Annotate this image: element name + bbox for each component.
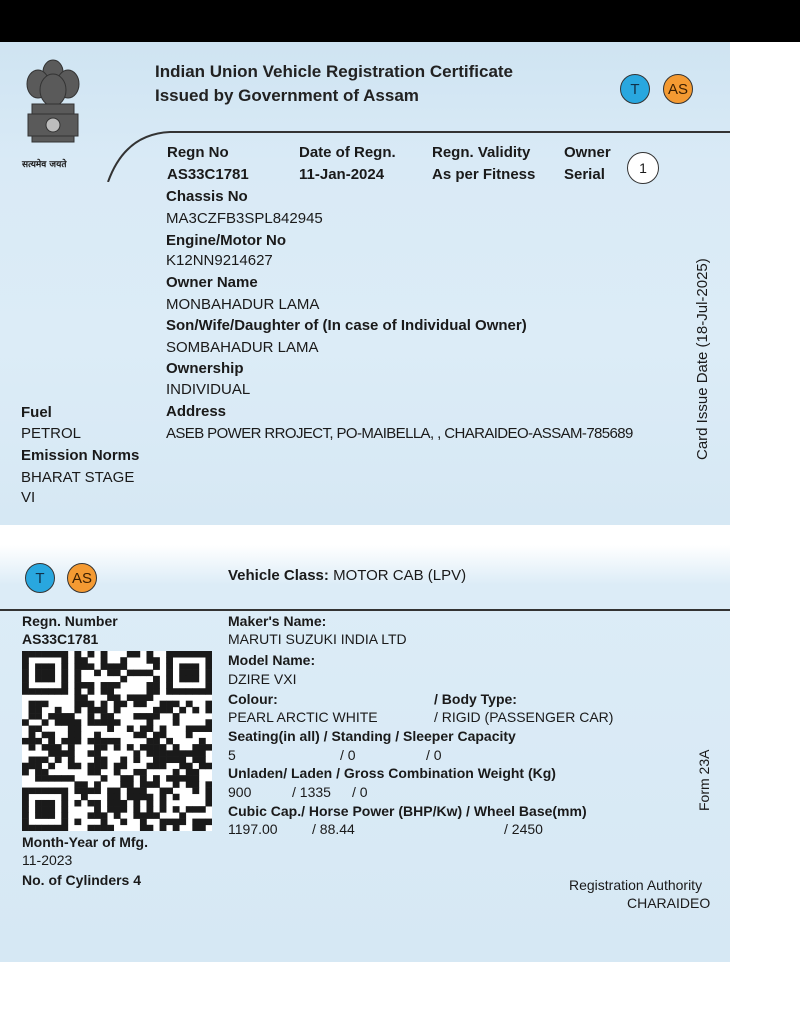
regn-date-value: 11-Jan-2024 bbox=[299, 166, 385, 183]
issuer-title: Issued by Government of Assam bbox=[155, 86, 419, 105]
model-label: Model Name: bbox=[228, 652, 316, 668]
badge-t-back: T bbox=[25, 563, 55, 593]
mfg-label: Month-Year of Mfg. bbox=[22, 834, 148, 850]
badge-as-back: AS bbox=[67, 563, 97, 593]
owner-name-value: MONBAHADUR LAMA bbox=[166, 296, 320, 313]
relation-label: Son/Wife/Daughter of (In case of Individual Owner) bbox=[166, 317, 527, 334]
rc-card-back bbox=[0, 545, 730, 962]
serial-label: Serial bbox=[564, 166, 605, 183]
cylinders-label: No. of Cylinders bbox=[22, 872, 130, 888]
maker-value: MARUTI SUZUKI INDIA LTD bbox=[228, 631, 407, 647]
emission-label: Emission Norms bbox=[21, 447, 140, 464]
top-black-bar bbox=[0, 0, 800, 42]
regn-no-label: Regn No bbox=[167, 144, 229, 161]
standing-value: / 0 bbox=[340, 747, 356, 763]
model-value: DZIRE VXI bbox=[228, 671, 297, 687]
weight-label: Unladen/ Laden / Gross Combination Weight (Kg) bbox=[228, 765, 556, 781]
qr-code-icon bbox=[22, 651, 212, 831]
owner-serial-badge: 1 bbox=[627, 152, 659, 184]
body-type-label: / Body Type: bbox=[434, 691, 517, 707]
ownership-value: INDIVIDUAL bbox=[166, 381, 251, 398]
sleeper-value: / 0 bbox=[426, 747, 442, 763]
colour-label: Colour: bbox=[228, 691, 278, 707]
colour-value: PEARL ARCTIC WHITE bbox=[228, 709, 378, 725]
chassis-value: MA3CZFB3SPL842945 bbox=[166, 210, 323, 227]
chassis-label: Chassis No bbox=[166, 188, 248, 205]
card-issue-date: Card Issue Date (18-Jul-2025) bbox=[694, 258, 711, 460]
emblem-motto: सत्यमेव जयते bbox=[22, 160, 67, 170]
back-separator bbox=[0, 609, 730, 611]
regn-validity-label: Regn. Validity bbox=[432, 144, 531, 161]
fuel-value: PETROL bbox=[21, 425, 82, 442]
badge-t: T bbox=[620, 74, 650, 104]
seating-label: Seating(in all) / Standing / Sleeper Capacity bbox=[228, 728, 516, 744]
regn-date-label: Date of Regn. bbox=[299, 144, 396, 161]
relation-value: SOMBAHADUR LAMA bbox=[166, 339, 319, 356]
vehicle-class-value: MOTOR CAB (LPV) bbox=[333, 567, 467, 584]
cubic-value: 1197.00 bbox=[228, 821, 278, 837]
authority-label: Registration Authority bbox=[569, 877, 703, 893]
authority-value: CHARAIDEO bbox=[627, 895, 711, 911]
body-type-value: / RIGID (PASSENGER CAR) bbox=[434, 709, 614, 725]
vehicle-class-label: Vehicle Class: bbox=[228, 567, 329, 584]
seating-value: 5 bbox=[228, 747, 236, 763]
fuel-label: Fuel bbox=[21, 404, 52, 421]
vehicle-class bbox=[228, 567, 466, 584]
laden-value: / 1335 bbox=[292, 784, 331, 800]
cylinders-value: 4 bbox=[133, 872, 142, 888]
certificate-title: Indian Union Vehicle Registration Certificate bbox=[155, 62, 514, 81]
owner-label: Owner bbox=[564, 144, 611, 161]
form-number: Form 23A bbox=[696, 749, 712, 811]
engine-value: K12NN9214627 bbox=[166, 252, 273, 269]
regn-no-value: AS33C1781 bbox=[167, 166, 249, 183]
wheelbase-value: / 2450 bbox=[504, 821, 543, 837]
horsepower-value: / 88.44 bbox=[312, 821, 355, 837]
badge-as: AS bbox=[663, 74, 693, 104]
ownership-label: Ownership bbox=[166, 360, 244, 377]
address-value: ASEB POWER RROJECT, PO-MAIBELLA, , CHARAIDEO-ASSAM-785689 bbox=[166, 425, 633, 442]
owner-name-label: Owner Name bbox=[166, 274, 258, 291]
cylinders bbox=[22, 872, 141, 888]
regn-validity-value: As per Fitness bbox=[432, 166, 536, 183]
emission-value-line2: VI bbox=[21, 489, 36, 506]
emission-value-line1: BHARAT STAGE bbox=[21, 469, 135, 486]
engine-label: Engine/Motor No bbox=[166, 232, 286, 249]
gross-value: / 0 bbox=[352, 784, 368, 800]
national-emblem-icon bbox=[18, 54, 88, 154]
address-label: Address bbox=[166, 403, 227, 420]
mfg-value: 11-2023 bbox=[22, 852, 73, 868]
rc-card-front bbox=[0, 42, 730, 525]
regn-number-label: Regn. Number bbox=[22, 613, 118, 629]
unladen-value: 900 bbox=[228, 784, 252, 800]
regn-number-value: AS33C1781 bbox=[22, 631, 99, 647]
maker-label: Maker's Name: bbox=[228, 613, 327, 629]
cubic-label: Cubic Cap./ Horse Power (BHP/Kw) / Wheel Base(mm) bbox=[228, 803, 587, 819]
